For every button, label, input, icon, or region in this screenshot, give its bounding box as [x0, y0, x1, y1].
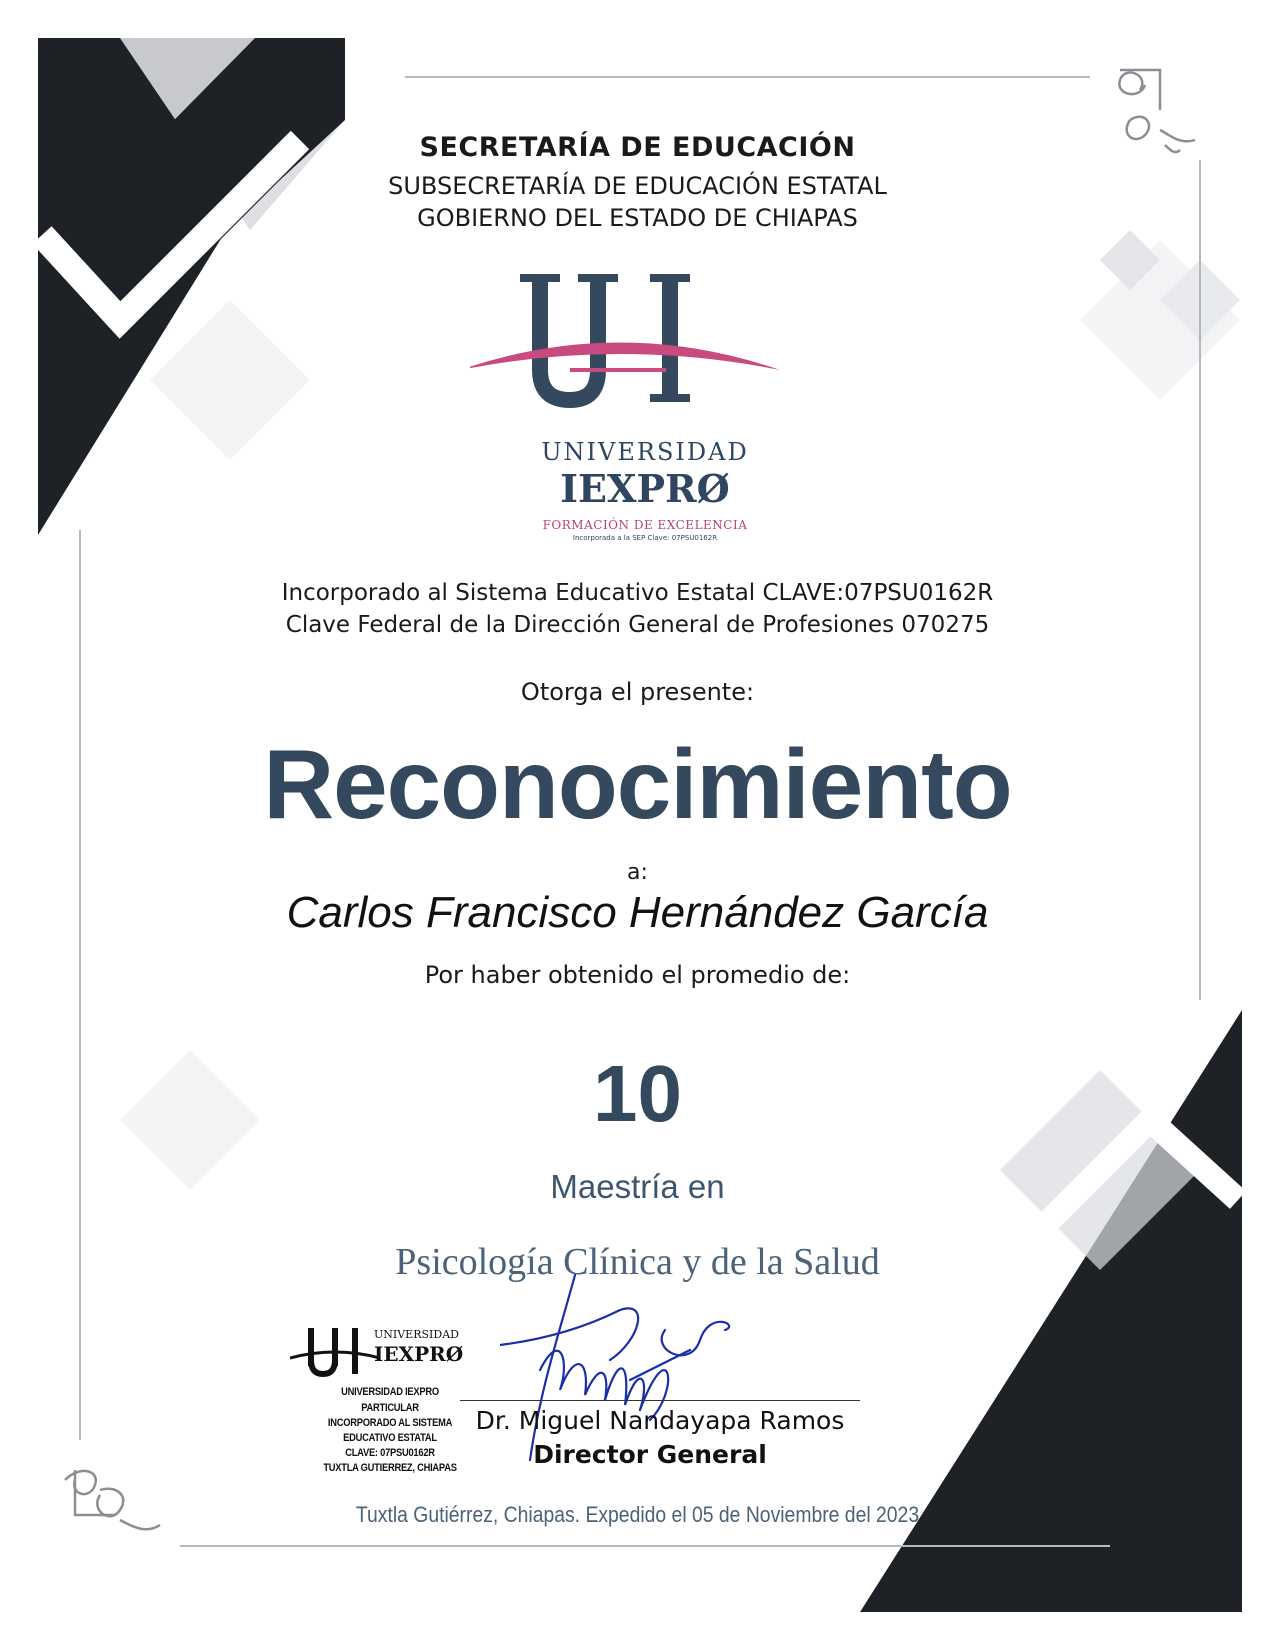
header-subsecretaria: SUBSECRETARÍA DE EDUCACIÓN ESTATAL [388, 172, 887, 200]
logo-incorporation: Incorporada a la SEP Clave: 07PSU0162R [572, 534, 718, 542]
stamp-line-2: PARTICULAR [361, 1402, 419, 1414]
stamp-line-4: EDUCATIVO ESTATAL [343, 1432, 437, 1444]
logo-slogan: FORMACIÓN DE EXCELENCIA [542, 518, 748, 532]
incorporation-federal: Clave Federal de la Dirección General de Profesiones 070275 [285, 612, 990, 638]
logo-name-text: IEXPRØ [560, 466, 730, 511]
header-secretaria: SECRETARÍA DE EDUCACIÓN [419, 132, 856, 163]
program-name: Psicología Clínica y de la Salud [395, 1241, 880, 1283]
stamp-line-6: TUXTLA GUTIERREZ, CHIAPAS [323, 1462, 457, 1474]
header-gobierno: GOBIERNO DEL ESTADO DE CHIAPAS [417, 204, 858, 232]
stamp-line-5: CLAVE: 07PSU0162R [345, 1447, 435, 1459]
degree-prefix: Maestría en [550, 1168, 725, 1205]
ui-monogram-icon [470, 270, 820, 440]
signature-line [460, 1400, 860, 1401]
average-value: 10 [593, 1049, 682, 1138]
certificate-title: Reconocimiento [263, 729, 1012, 839]
stamp-name: IEXPRØ [374, 1342, 464, 1366]
stamp-line-1: UNIVERSIDAD IEXPRO [341, 1386, 439, 1398]
stamp-university: UNIVERSIDAD [374, 1328, 459, 1341]
recipient-name: Carlos Francisco Hernández García [286, 888, 989, 937]
otorga-text: Otorga el presente: [520, 678, 755, 706]
reason-text: Por haber obtenido el promedio de: [424, 961, 851, 989]
stamp-line-3: INCORPORADO AL SISTEMA [327, 1417, 453, 1429]
incorporation-state: Incorporado al Sistema Educativo Estatal CLAVE:07PSU0162R [281, 580, 994, 606]
university-logo [470, 270, 820, 550]
director-title: Director General [533, 1440, 767, 1469]
logo-university-text: UNIVERSIDAD [541, 438, 749, 466]
director-name: Dr. Miguel Nandayapa Ramos [475, 1406, 845, 1435]
issue-date-text: Tuxtla Gutiérrez, Chiapas. Expedido el 05 de Noviembre del 2023 [355, 1502, 920, 1527]
recipient-label: a: [627, 860, 648, 885]
stamp-monogram-icon [290, 1320, 380, 1380]
